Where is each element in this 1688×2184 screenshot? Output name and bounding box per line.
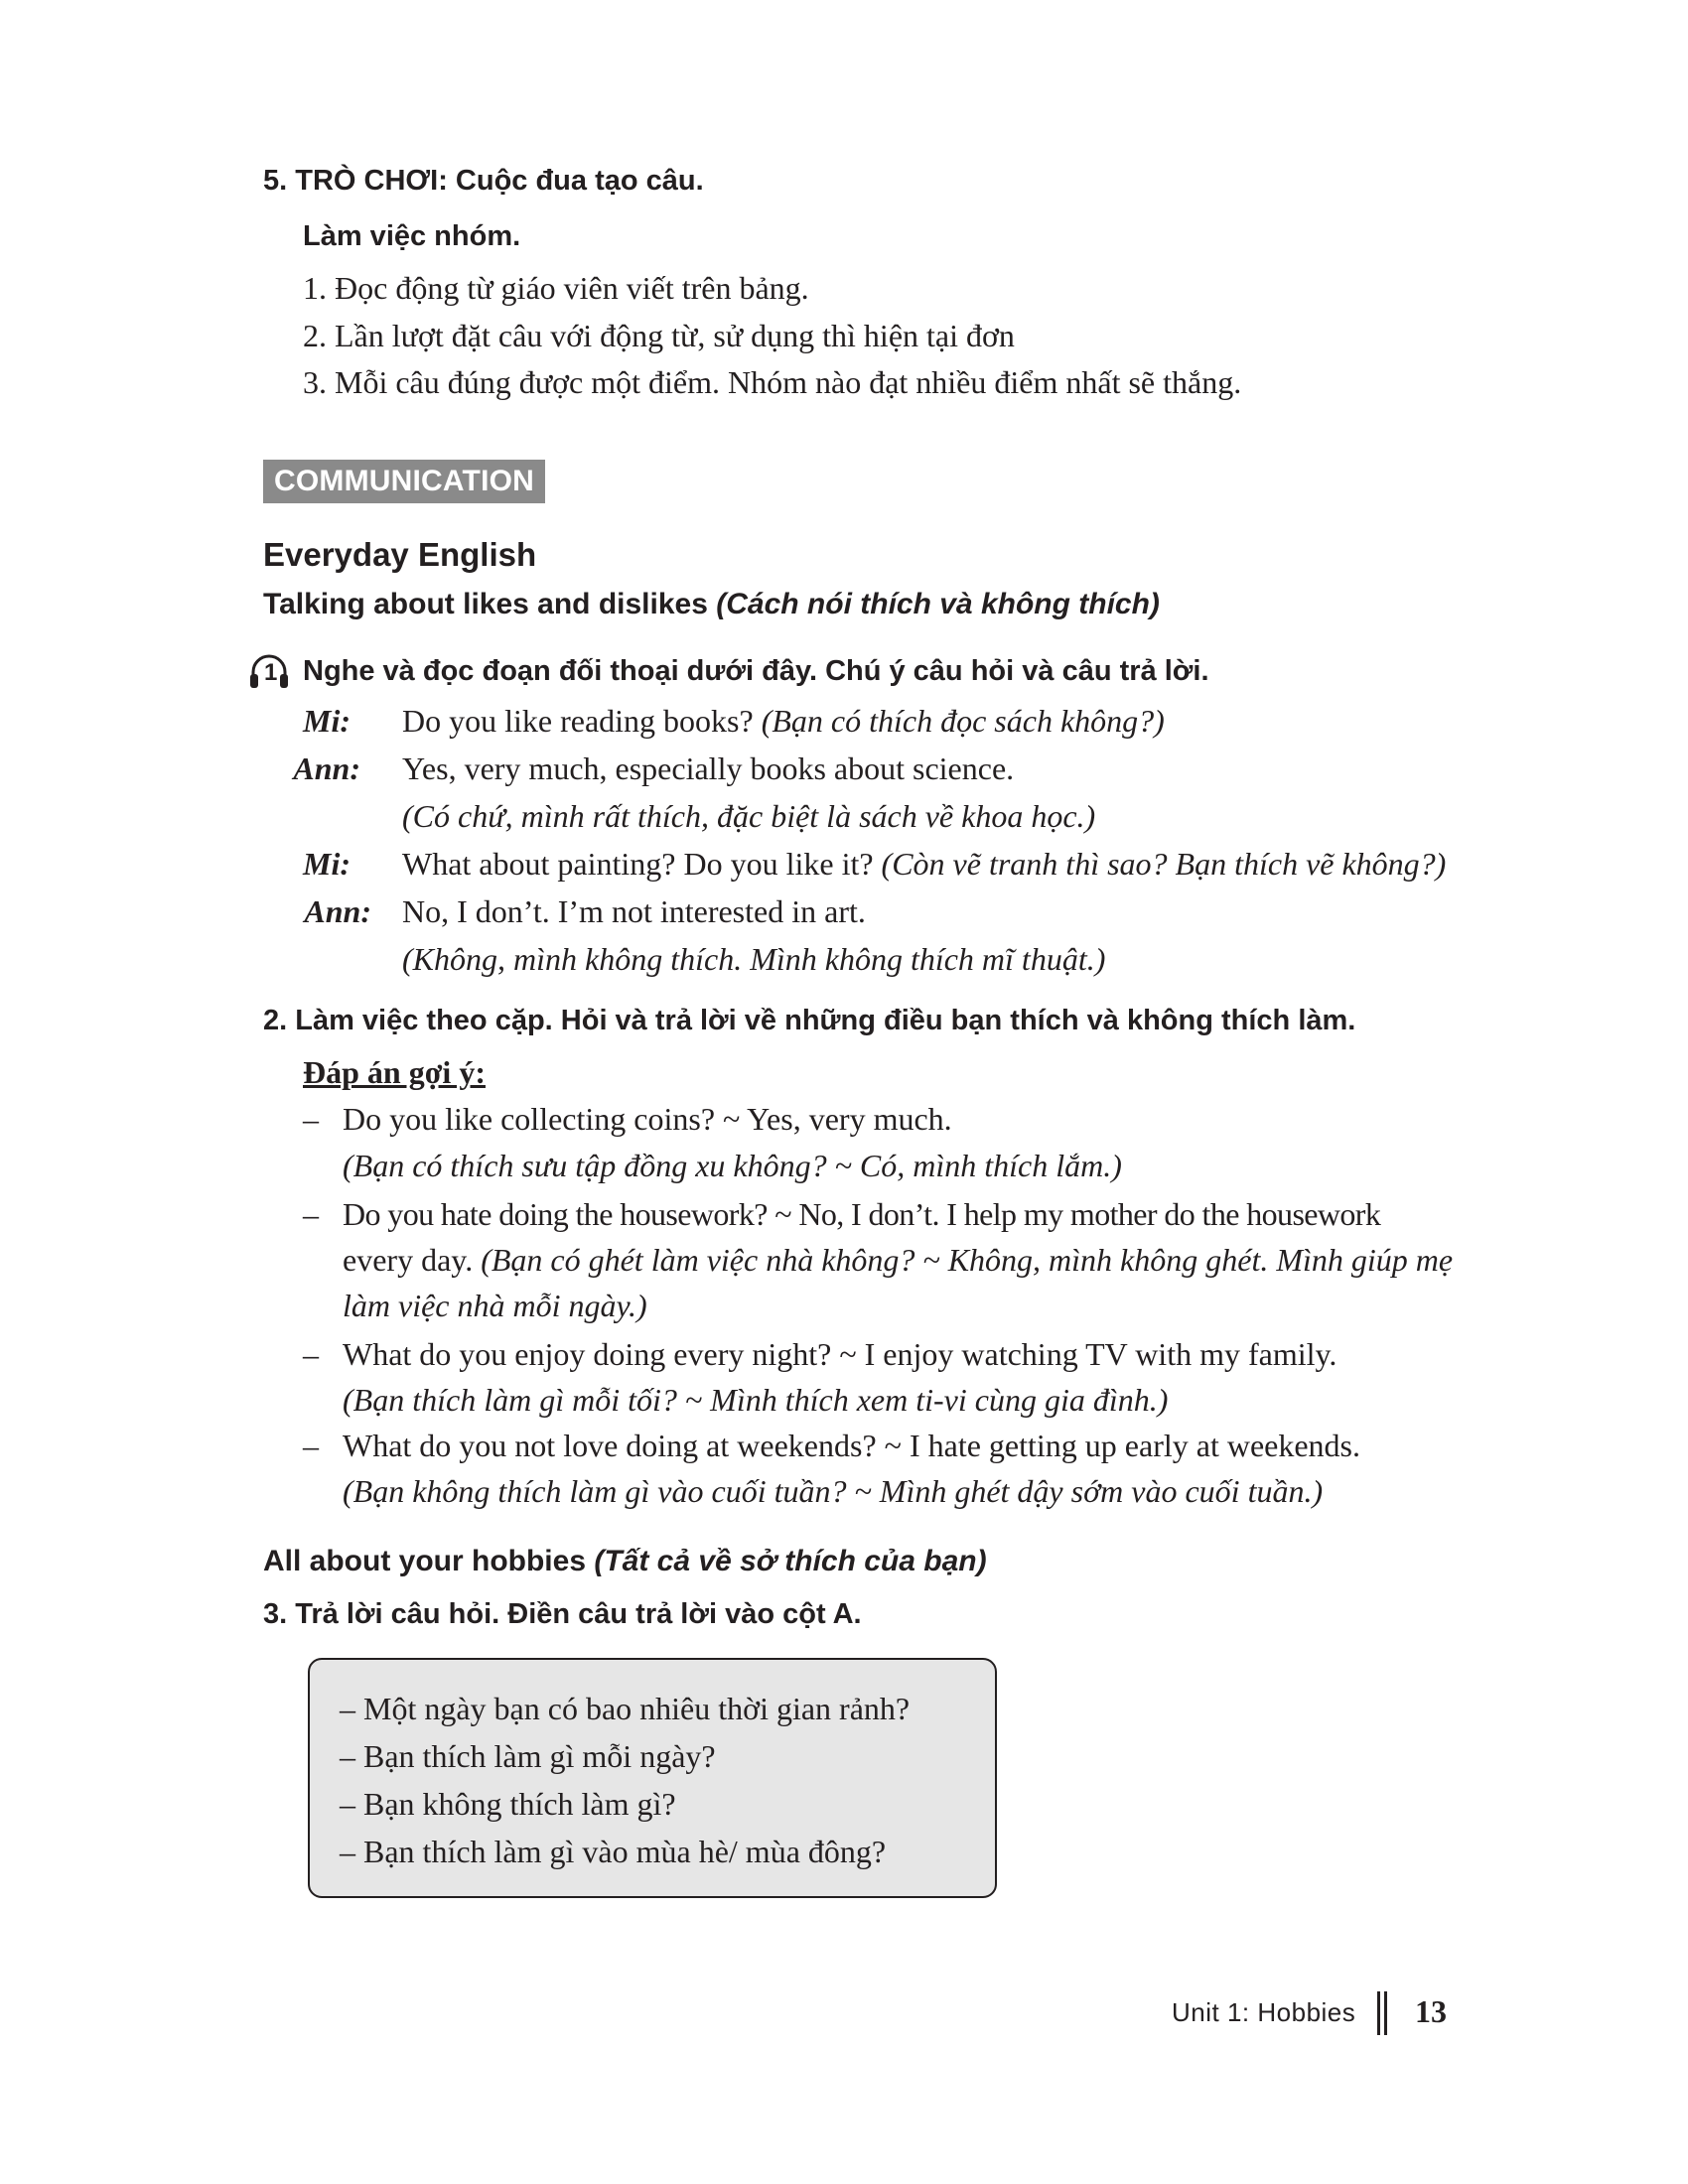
ex2-heading: 2. Làm việc theo cặp. Hỏi và trả lời về những điều bạn thích và không thích làm. <box>263 1005 1356 1036</box>
qa-en: Do you hate doing the housework? ~ No, I don’t. I help my mother do the housework <box>343 1196 1381 1232</box>
dialogue-line <box>402 751 1014 787</box>
likes-dislikes-subtitle <box>263 588 1160 621</box>
dialogue-en: No, I don’t. I’m not interested in art. <box>402 893 866 929</box>
audio-number: 1 <box>264 659 278 686</box>
question-item: – Bạn không thích làm gì? <box>340 1786 676 1822</box>
subtitle-vi: (Cách nói thích và không thích) <box>716 588 1160 620</box>
ex5-step: 3. Mỗi câu đúng được một điểm. Nhóm nào đạt nhiều điểm nhất sẽ thắng. <box>303 364 1242 400</box>
dash: – <box>303 1196 319 1232</box>
qa-vi: (Bạn thích làm gì mỗi tối? ~ Mình thích xem ti-vi cùng gia đình.) <box>343 1382 1169 1418</box>
ex5-subheading: Làm việc nhóm. <box>303 220 521 252</box>
ex1-heading: Nghe và đọc đoạn đối thoại dưới đây. Chú ý câu hỏi và câu trả lời. <box>303 655 1209 687</box>
question-item: – Bạn thích làm gì vào mùa hè/ mùa đông? <box>340 1834 887 1869</box>
dialogue-vi: (Có chứ, mình rất thích, đặc biệt là sách về khoa học.) <box>402 798 1096 834</box>
dialogue-vi: (Còn vẽ tranh thì sao? Bạn thích vẽ không?) <box>881 846 1447 882</box>
dialogue-en: What about painting? Do you like it? <box>402 846 874 882</box>
hobbies-title-vi: (Tất cả về sở thích của bạn) <box>594 1545 987 1577</box>
qa-en: What do you not love doing at weekends? ~ I hate getting up early at weekends. <box>343 1428 1360 1463</box>
answer-label: Đáp án gợi ý: <box>303 1054 486 1090</box>
dialogue-line <box>402 893 866 930</box>
speaker: Ann: <box>293 751 360 786</box>
dialogue-en: Do you like reading books? <box>402 703 754 739</box>
audio-track[interactable] <box>248 650 296 692</box>
qa-vi: (Bạn không thích làm gì vào cuối tuần? ~ Mình ghét dậy sớm vào cuối tuần.) <box>343 1473 1324 1509</box>
qa-en: every day. <box>343 1242 474 1278</box>
qa-line <box>343 1242 1453 1279</box>
dash: – <box>303 1336 319 1372</box>
speaker: Ann: <box>304 893 371 929</box>
communication-banner: COMMUNICATION <box>263 460 545 503</box>
qa-vi: (Bạn có ghét làm việc nhà không? ~ Không, mình không ghét. Mình giúp mẹ <box>481 1242 1454 1278</box>
ex5-step: 2. Lần lượt đặt câu với động từ, sử dụng thì hiện tại đơn <box>303 318 1015 353</box>
dash: – <box>303 1428 319 1463</box>
page-number: 13 <box>1415 1993 1447 2029</box>
footer-divider <box>1377 1991 1380 2035</box>
ex5-step: 1. Đọc động từ giáo viên viết trên bảng. <box>303 270 809 306</box>
dialogue-vi: (Bạn có thích đọc sách không?) <box>761 703 1165 739</box>
speaker: Mi: <box>303 703 351 739</box>
ex5-heading: 5. TRÒ CHƠI: Cuộc đua tạo câu. <box>263 165 704 197</box>
everyday-english-title: Everyday English <box>263 536 537 573</box>
qa-en: Do you like collecting coins? ~ Yes, very much. <box>343 1101 952 1137</box>
dialogue-vi: (Không, mình không thích. Mình không thích mĩ thuật.) <box>402 941 1106 977</box>
question-item: – Một ngày bạn có bao nhiêu thời gian rảnh? <box>340 1691 911 1726</box>
speaker: Mi: <box>303 846 351 882</box>
footer-divider <box>1384 1991 1387 2035</box>
qa-vi: (Bạn có thích sưu tập đồng xu không? ~ Có, mình thích lắm.) <box>343 1148 1122 1183</box>
dialogue-line <box>402 846 1446 883</box>
qa-vi: làm việc nhà mỗi ngày.) <box>343 1288 647 1323</box>
dialogue-line <box>402 703 1165 740</box>
unit-label: Unit 1: Hobbies <box>1172 1997 1356 2027</box>
dash: – <box>303 1101 319 1137</box>
ex3-heading: 3. Trả lời câu hỏi. Điền câu trả lời vào cột A. <box>263 1598 862 1630</box>
qa-en: What do you enjoy doing every night? ~ I enjoy watching TV with my family. <box>343 1336 1337 1372</box>
hobbies-title-en: All about your hobbies <box>263 1545 587 1577</box>
question-item: – Bạn thích làm gì mỗi ngày? <box>340 1738 716 1774</box>
dialogue-en: Yes, very much, especially books about science. <box>402 751 1015 786</box>
hobbies-title <box>263 1545 987 1578</box>
subtitle-en: Talking about likes and dislikes <box>263 588 708 620</box>
